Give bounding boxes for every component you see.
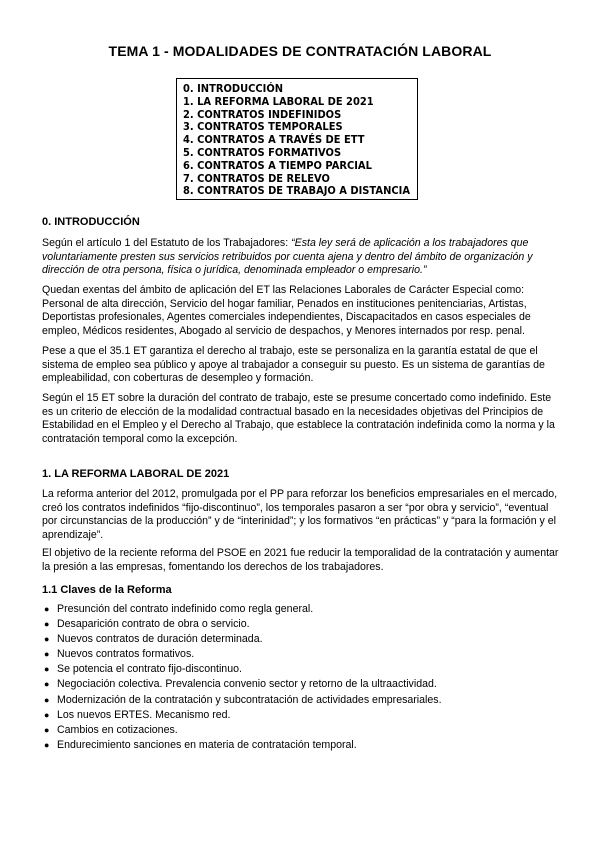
toc-item: 2. CONTRATOS INDEFINIDOS — [183, 107, 342, 121]
paragraph-reforma-2012: La reforma anterior del 2012, promulgada por el PP para reforzar los beneficios empresariales en el mercado, creó los contratos indefinidos “fijo-discontinuo”, los temporales pasaron a ser “por obra y servicio”, “eventual por circunstancias de la producción” y de “interinidad”; y los formativos “en prácticas” y “para la formación y el aprendizaje”. — [42, 488, 558, 541]
subsection-heading-claves: 1.1 Claves de la Reforma — [42, 584, 172, 596]
list-item: ● Presunción del contrato indefinido como regla general. — [44, 602, 564, 617]
bullet-icon: ● — [44, 694, 50, 705]
toc-item: 0. INTRODUCCIÓN — [183, 82, 284, 95]
toc-item: 1. LA REFORMA LABORAL DE 2021 — [183, 94, 374, 108]
bullet-icon: ● — [44, 664, 50, 675]
paragraph-exentas: Quedan exentas del ámbito de aplicación del ET las Relaciones Laborales de Carácter Especial como: Personal de alta dirección, Servicio del hogar familiar, Penados en instituciones penitenciarias, Artistas, Deportistas profesionales, Agentes comerciales independientes, Discapacitados en casos especiales de empleo, Médicos residentes, Abogado al servicio de despachos, y Menores internados por resp. penal. — [42, 284, 531, 337]
list-item: ● Endurecimiento sanciones en materia de contratación temporal. — [44, 738, 564, 753]
toc-item: 4. CONTRATOS A TRAVÉS DE ETT — [183, 133, 365, 147]
bullet-icon: ● — [44, 679, 50, 690]
paragraph-duracion: Según el 15 ET sobre la duración del contrato de trabajo, este se presume concertado como indefinido. Este es un criterio de elección de la modalidad contractual basado en la necesidades objetivas del Principios de Estabilidad en el Empleo y el Derecho al Trabajo, que establece la contratación indefinida como la norma y la contratación temporal como la excepción. — [42, 392, 555, 445]
page-title: TEMA 1 - MODALIDADES DE CONTRATACIÓN LABORAL — [108, 43, 492, 59]
bullet-icon: ● — [44, 649, 50, 660]
bullet-list — [44, 602, 564, 753]
paragraph-derecho-trabajo: Pese a que el 35.1 ET garantiza el derecho al trabajo, este se personaliza en la garantía estatal de que el sistema de empleo sea público y apoye al trabajador a conseguir su puesto. Es un sistema de garantías de empleabilidad, con coberturas de desempleo y formación. — [42, 345, 545, 385]
list-item: ● Los nuevos ERTES. Mecanismo red. — [44, 708, 564, 723]
bullet-icon: ● — [44, 619, 50, 630]
toc-item: 7. CONTRATOS DE RELEVO — [183, 171, 330, 185]
bullet-icon: ● — [44, 739, 50, 750]
list-item: ● Se potencia el contrato fijo-discontinuo. — [44, 662, 564, 677]
section-heading-introduccion: 0. INTRODUCCIÓN — [42, 216, 140, 228]
bullet-icon: ● — [44, 604, 50, 614]
toc-item: 3. CONTRATOS TEMPORALES — [183, 120, 343, 134]
toc-item: 8. CONTRATOS DE TRABAJO A DISTANCIA — [183, 184, 410, 198]
list-item: ● Cambios en cotizaciones. — [44, 723, 564, 738]
table-of-contents — [176, 78, 418, 200]
toc-item: 6. CONTRATOS A TIEMPO PARCIAL — [183, 158, 372, 172]
toc-item: 5. CONTRATOS FORMATIVOS — [183, 145, 342, 159]
bullet-icon: ● — [44, 634, 50, 645]
list-item: ● Nuevos contratos de duración determinada. — [44, 632, 564, 647]
list-item: ● Nuevos contratos formativos. — [44, 647, 564, 662]
bullet-icon: ● — [44, 709, 50, 720]
quote-text: “Esta ley será de aplicación a los trabajadores que voluntariamente presten sus servicios retribuidos por cuenta ajena y dentro del ámbito de organización y dirección de otra persona, física o jurídica, denominada empleador o empresario.” — [42, 237, 533, 277]
bullet-icon: ● — [44, 724, 50, 735]
paragraph-reforma-2021: El objetivo de la reciente reforma del PSOE en 2021 fue reducir la temporalidad de la contratación y aumentar la presión a las empresas, fomentando los derechos de los trabajadores. — [42, 547, 559, 573]
list-item: ● Modernización de la contratación y subcontratación de actividades empresariales. — [44, 693, 564, 708]
paragraph-estatuto — [42, 237, 562, 278]
paragraph-lead: Según el artículo 1 del Estatuto de los Trabajadores: — [42, 237, 292, 249]
list-item: ● Negociación colectiva. Prevalencia convenio sector y retorno de la ultraactividad. — [44, 677, 564, 692]
list-item: ● Desaparición contrato de obra o servicio. — [44, 617, 564, 632]
section-heading-reforma: 1. LA REFORMA LABORAL DE 2021 — [42, 468, 230, 480]
